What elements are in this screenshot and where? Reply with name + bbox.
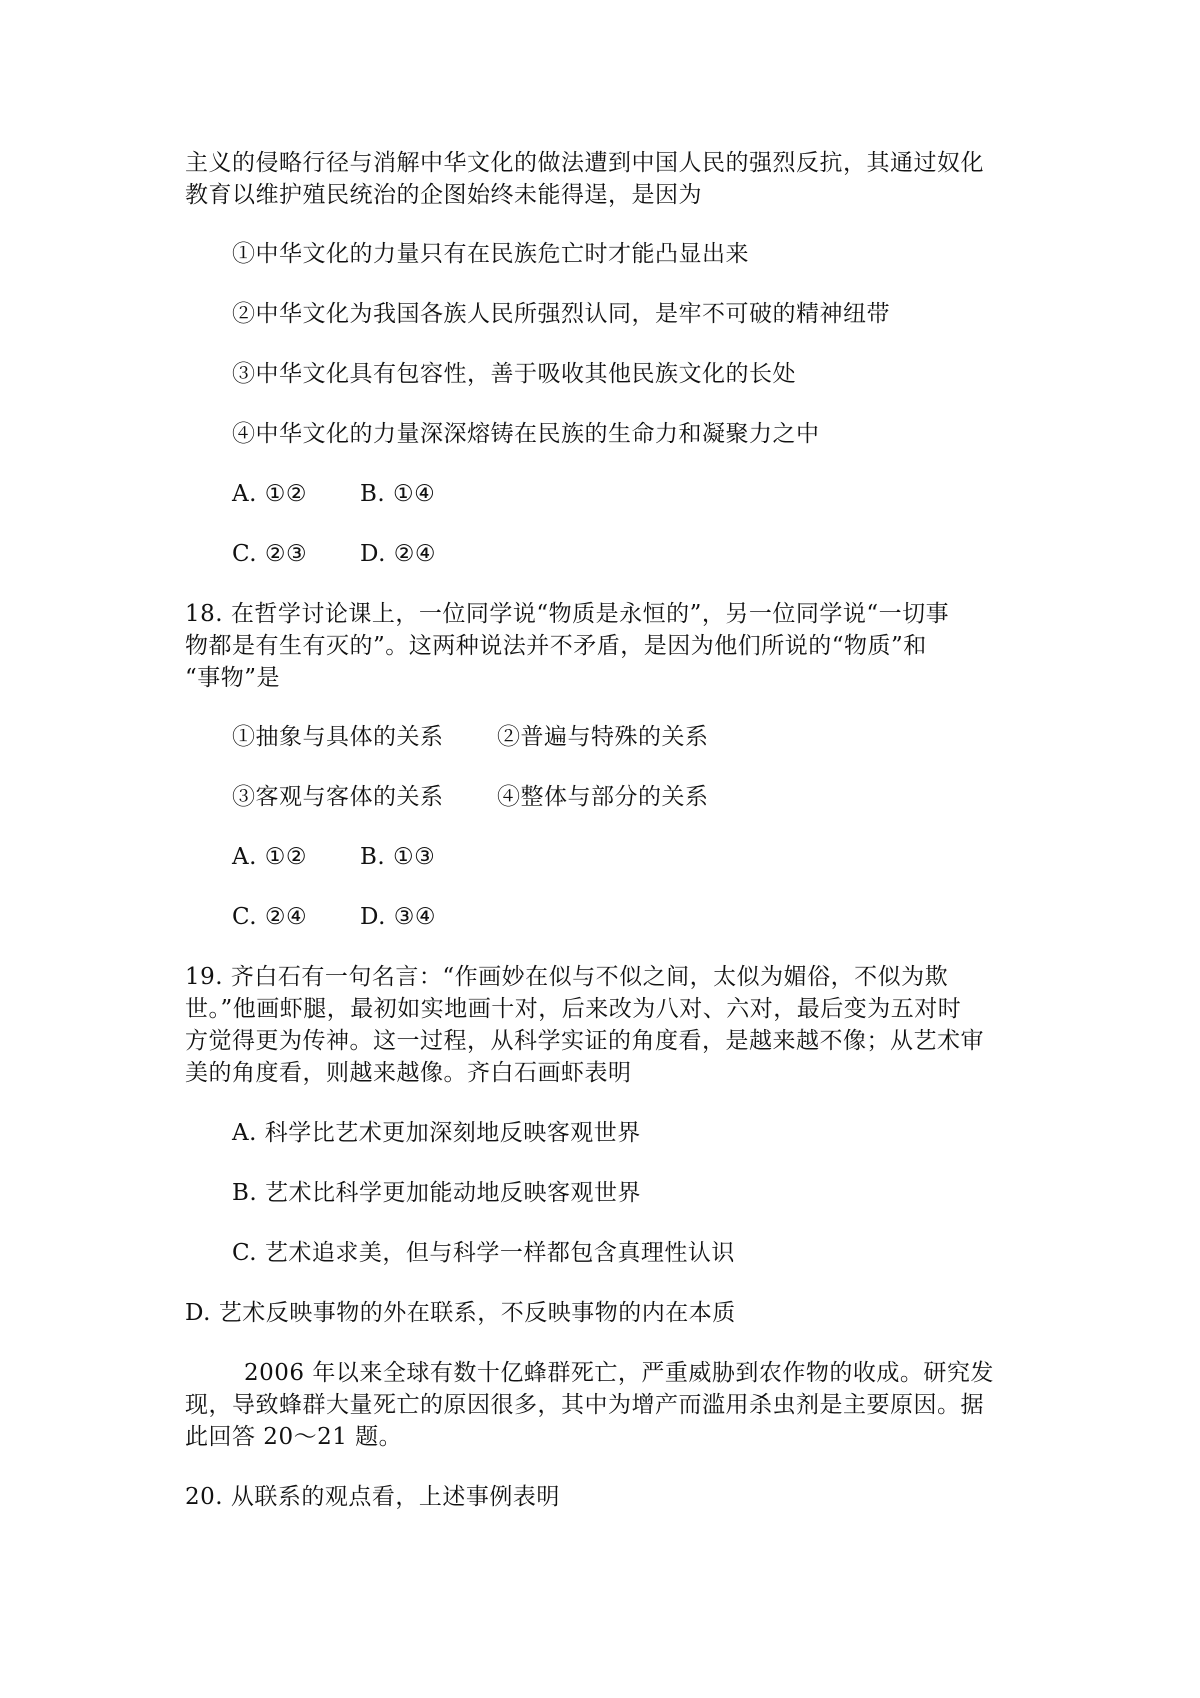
q17-choice-a: A. ①②: [232, 481, 307, 507]
q18-items-row-1: [232, 722, 709, 752]
q18-stem-line-2: 物都是有生有灭的”。这两种说法并不矛盾，是因为他们所说的“物质”和: [185, 633, 927, 659]
q18-choice-c: C. ②④: [232, 904, 308, 930]
q17-choice-d: D. ②④: [360, 541, 436, 567]
q18-choice-d: D. ③④: [360, 904, 436, 930]
q18-item-2: ②普遍与特殊的关系: [497, 724, 709, 750]
q17-choice-c: C. ②③: [232, 541, 308, 567]
q17-item-2: ②中华文化为我国各族人民所强烈认同，是牢不可破的精神纽带: [232, 301, 890, 327]
q19-choice-c: C. 艺术追求美，但与科学一样都包含真理性认识: [232, 1240, 735, 1266]
q17-item-4: ④中华文化的力量深深熔铸在民族的生命力和凝聚力之中: [232, 421, 820, 447]
q19-stem-line-3: 方觉得更为传神。这一过程，从科学实证的角度看，是越来越不像；从艺术审: [185, 1028, 984, 1054]
q19-stem-line-1: 19. 齐白石有一句名言：“作画妙在似与不似之间，太似为媚俗，不似为欺: [185, 964, 949, 990]
q18-choice-a: A. ①②: [232, 844, 307, 870]
q18-stem-line-1: 18. 在哲学讨论课上，一位同学说“物质是永恒的”，另一位同学说“一切事: [185, 601, 950, 627]
q19-choice-a: A. 科学比艺术更加深刻地反映客观世界: [232, 1120, 641, 1146]
q18-item-4: ④整体与部分的关系: [497, 784, 709, 810]
q19-stem-line-2: 世。”他画虾腿，最初如实地画十对，后来改为八对、六对，最后变为五对时: [185, 996, 962, 1022]
material-line-3: 此回答 20～21 题。: [185, 1424, 403, 1450]
q17-choices-row-2: [232, 539, 436, 569]
q17-stem-line-1: 主义的侵略行径与消解中华文化的做法遭到中国人民的强烈反抗，其通过奴化: [185, 150, 984, 176]
q19-stem-line-4: 美的角度看，则越来越像。齐白石画虾表明: [185, 1060, 632, 1086]
q18-stem-line-3: “事物”是: [185, 665, 281, 691]
q18-item-3: ③客观与客体的关系: [232, 784, 444, 810]
q17-choice-b: B. ①④: [360, 481, 436, 507]
q17-choices-row-1: [232, 479, 435, 509]
q17-item-3: ③中华文化具有包容性，善于吸收其他民族文化的长处: [232, 361, 796, 387]
q18-choices-row-1: [232, 842, 435, 872]
q19-choice-b: B. 艺术比科学更加能动地反映客观世界: [232, 1180, 642, 1206]
material-line-1: 2006 年以来全球有数十亿蜂群死亡，严重威胁到农作物的收成。研究发: [244, 1360, 994, 1386]
q20-stem: 20. 从联系的观点看，上述事例表明: [185, 1484, 560, 1510]
q18-item-1: ①抽象与具体的关系: [232, 724, 444, 750]
q17-stem-line-2: 教育以维护殖民统治的企图始终未能得逞，是因为: [185, 182, 702, 208]
q18-choices-row-2: [232, 902, 436, 932]
material-line-2: 现，导致蜂群大量死亡的原因很多，其中为增产而滥用杀虫剂是主要原因。据: [185, 1392, 984, 1418]
q19-choice-d: D. 艺术反映事物的外在联系，不反映事物的内在本质: [185, 1300, 736, 1326]
q18-items-row-2: [232, 782, 709, 812]
q17-item-1: ①中华文化的力量只有在民族危亡时才能凸显出来: [232, 241, 749, 267]
q18-choice-b: B. ①③: [360, 844, 436, 870]
